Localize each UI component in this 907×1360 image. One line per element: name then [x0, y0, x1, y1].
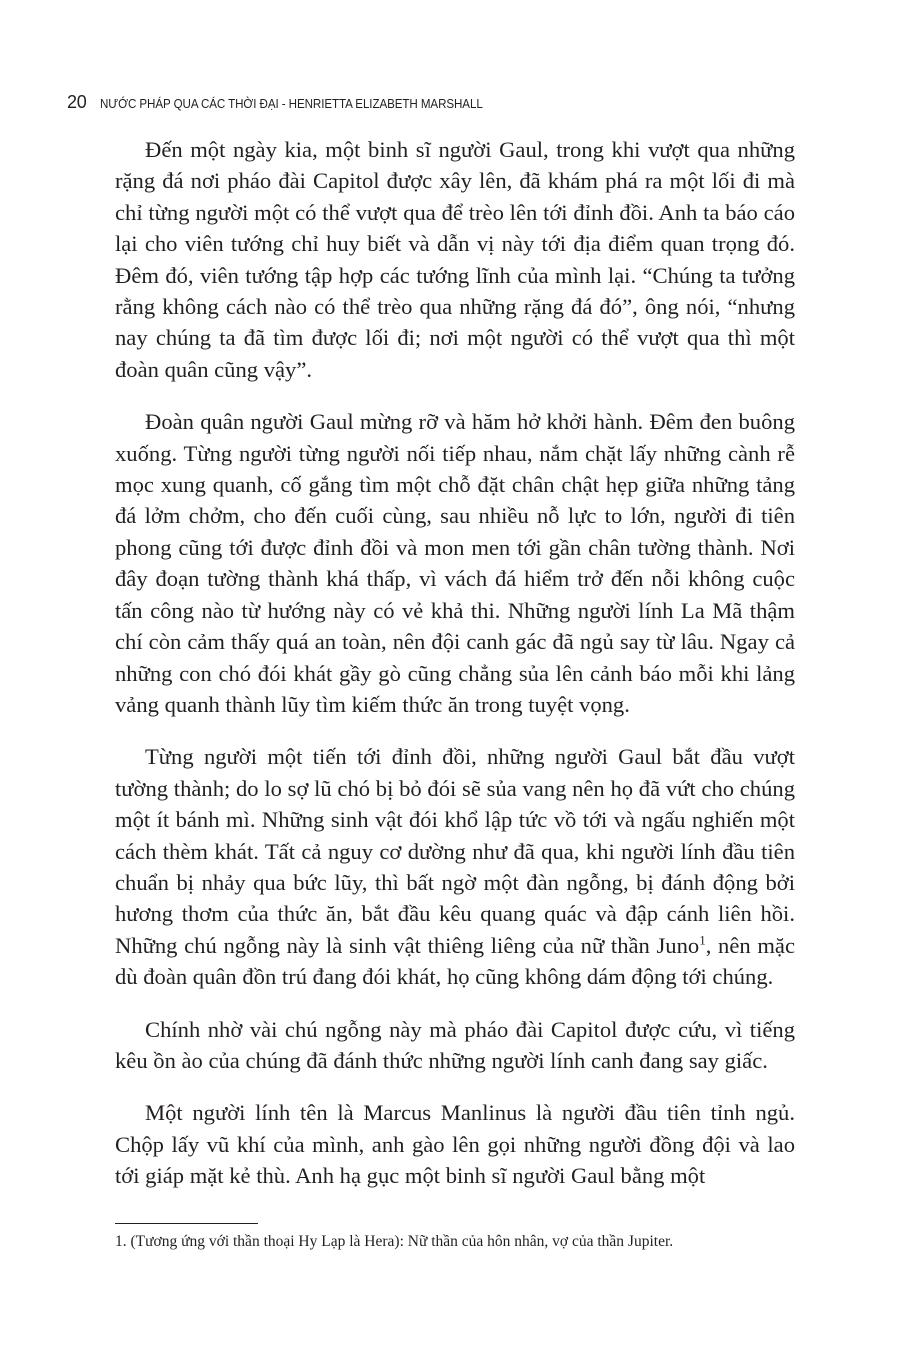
footnote-divider	[115, 1223, 258, 1224]
paragraph-1: Đến một ngày kia, một binh sĩ người Gaul, trong khi vượt qua những rặng đá nơi pháo đài Capitol được xây lên, đã khám phá ra một lối đi mà chỉ từng người một có thể vượt qua để trèo lên tới đỉnh đồi. Anh ta báo cáo lại cho viên tướng chỉ huy biết và dẫn vị này tới địa điểm quan trọng đó. Đêm đó, viên tướng tập hợp các tướng lĩnh của mình lại. “Chúng ta tưởng rằng không cách nào có thể trèo qua những rặng đá đó”, ông nói, “nhưng nay chúng ta đã tìm được lối đi; nơi một người có thể vượt qua thì một đoàn quân cũng vậy”.	[115, 137, 795, 382]
paragraph-3	[115, 741, 795, 992]
paragraph-3-text-before: Từng người một tiến tới đỉnh đồi, những người Gaul bắt đầu vượt tường thành; do lo sợ lũ chó bị bỏ đói sẽ sủa vang nên họ đã vứt cho chúng một ít bánh mì. Những sinh vật đói khổ lập tức vồ tới và ngấu nghiến một cách thèm khát. Tất cả nguy cơ dường như đã qua, khi người lính đầu tiên chuẩn bị nhảy qua bức lũy, thì bất ngờ một đàn ngỗng, bị đánh động bởi hương thơm của thức ăn, bắt đầu kêu quang quác và đập cánh liên hồi. Những chú ngỗng này là sinh vật thiêng liêng của nữ thần Juno	[115, 744, 795, 958]
footnote: 1. (Tương ứng với thần thoại Hy Lạp là Hera): Nữ thần của hôn nhân, vợ của thần Jupiter.	[115, 1233, 674, 1250]
running-title: NƯỚC PHÁP QUA CÁC THỜI ĐẠI - HENRIETTA ELIZABETH MARSHALL	[100, 96, 484, 111]
body-text	[115, 134, 795, 1192]
paragraph-3-text-after: , nên mặc dù đoàn quân đồn trú đang đói khát, họ cũng không dám động tới chúng.	[115, 932, 795, 990]
paragraph-4: Chính nhờ vài chú ngỗng này mà pháo đài Capitol được cứu, vì tiếng kêu ồn ào của chúng đã đánh thức những người lính canh đang say giấc.	[115, 1016, 795, 1073]
paragraph-2: Đoàn quân người Gaul mừng rỡ và hăm hở khởi hành. Đêm đen buông xuống. Từng người từng người nối tiếp nhau, nắm chặt lấy những cành rễ mọc xung quanh, cố gắng tìm một chỗ đặt chân chật hẹp giữa những tảng đá lởm chởm, cho đến cuối cùng, sau nhiều nỗ lực to lớn, người đi tiên phong cũng tới được đỉnh đồi và mon men tới gần chân tường thành. Nơi đây đoạn tường thành khá thấp, vì vách đá hiểm trở đến nỗi không cuộc tấn công nào từ hướng này có vẻ khả thi. Những người lính La Mã thậm chí còn cảm thấy quá an toàn, nên đội canh gác đã ngủ say từ lâu. Ngay cả những con chó đói khát gầy gò cũng chẳng sủa lên cảnh báo mỗi khi lảng vảng quanh thành lũy tìm kiếm thức ăn trong tuyệt vọng.	[115, 409, 795, 717]
footnote-reference: 1	[699, 932, 706, 948]
running-header	[67, 92, 827, 116]
page-number: 20	[67, 92, 87, 112]
paragraph-5: Một người lính tên là Marcus Manlinus là người đầu tiên tỉnh ngủ. Chộp lấy vũ khí của mình, anh gào lên gọi những người đồng đội và lao tới giáp mặt kẻ thù. Anh hạ gục một binh sĩ người Gaul bằng một	[115, 1100, 795, 1189]
